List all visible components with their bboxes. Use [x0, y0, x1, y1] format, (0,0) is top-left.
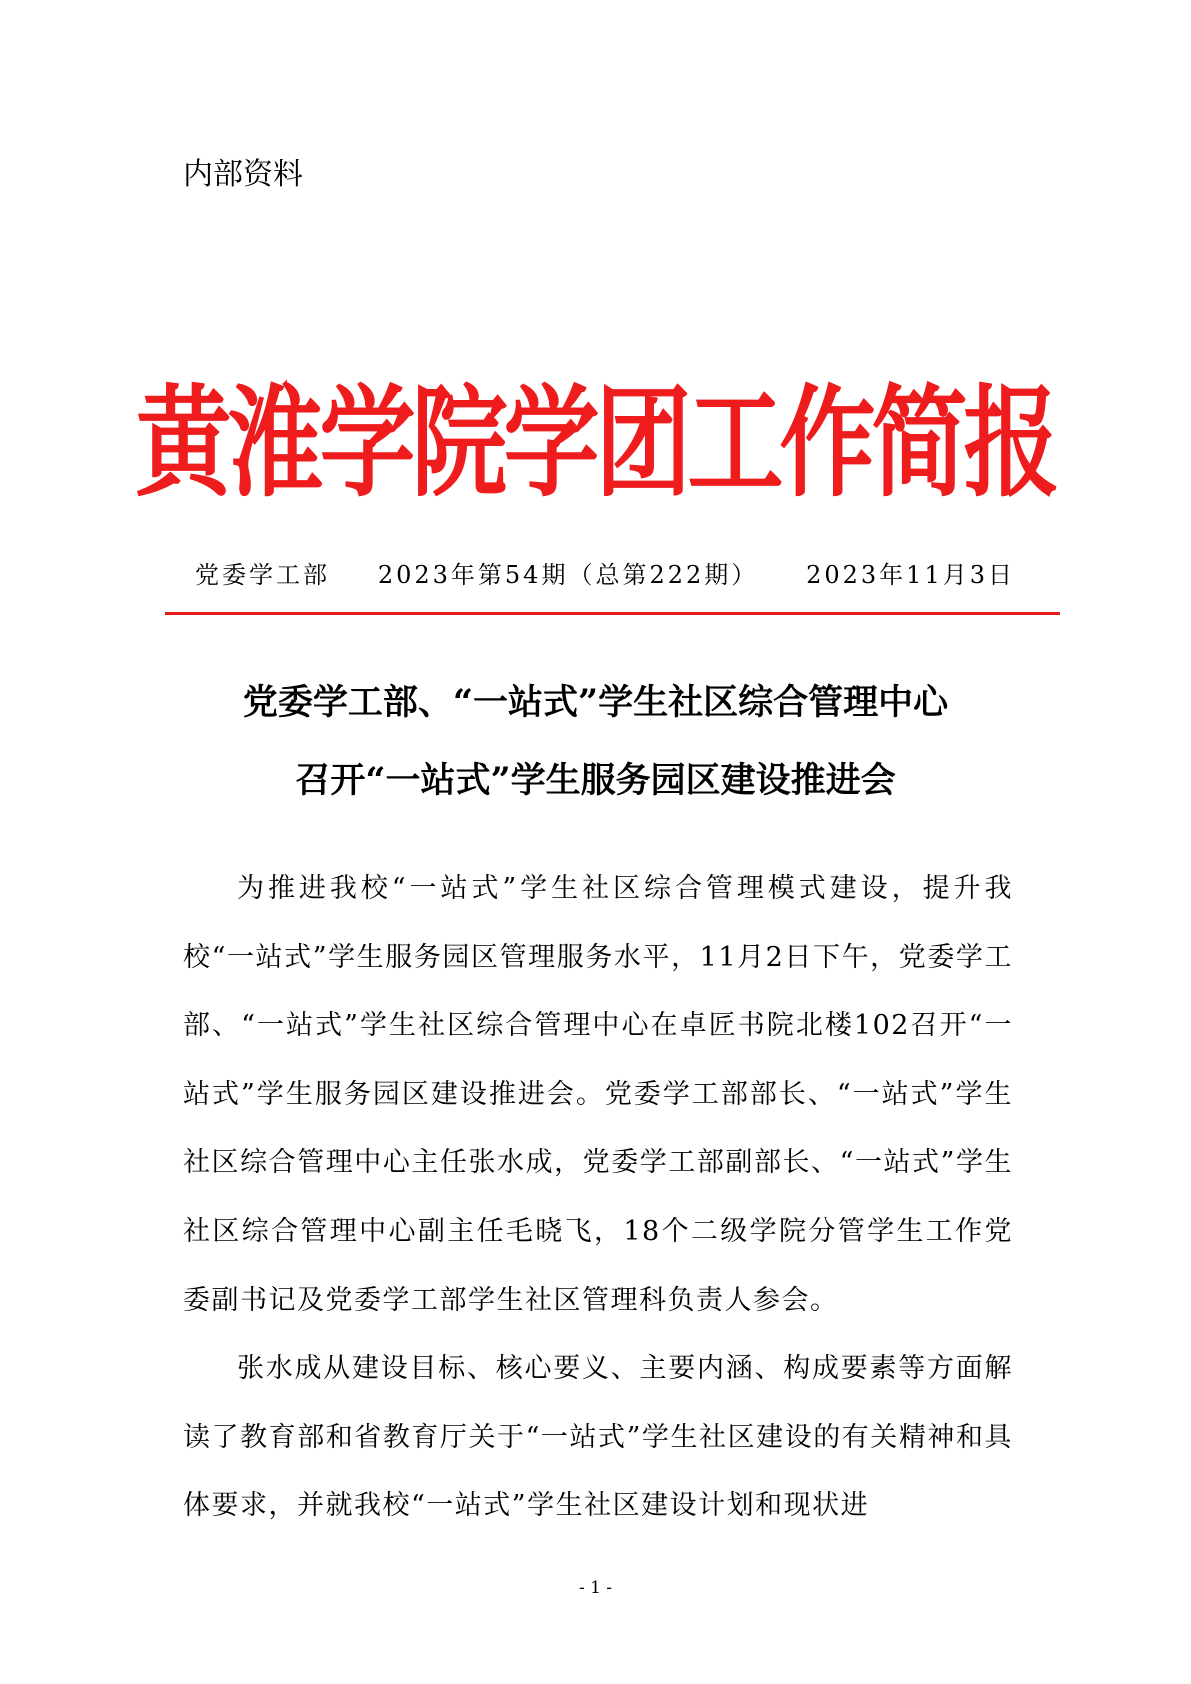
- article-title-line-2: 召开“一站式”学生服务园区建设推进会: [295, 760, 896, 801]
- body-paragraph-2: 张水成从建设目标、核心要义、主要内涵、构成要素等方面解读了教育部和省教育厅关于“一站式”学生社区建设的有关精神和具体要求，并就我校“一站式”学生社区建设计划和现状进: [183, 1353, 1013, 1522]
- classification-label: 内部资料: [183, 157, 303, 192]
- masthead-title: 黄淮学院学团工作简报: [135, 371, 1056, 513]
- red-divider-rule: [165, 612, 1060, 615]
- page-number: - 1 -: [578, 1578, 613, 1598]
- issue-date: 2023年11月3日: [806, 561, 1015, 589]
- article-title-line-1: 党委学工部、“一站式”学生社区综合管理中心: [242, 682, 949, 723]
- issue-number: 2023年第54期（总第222期）: [377, 561, 759, 589]
- issue-info-line: [195, 557, 1015, 593]
- department-name: 党委学工部: [195, 561, 330, 589]
- body-paragraph-1: 为推进我校“一站式”学生社区综合管理模式建设，提升我校“一站式”学生服务园区管理服务水平，11月2日下午，党委学工部、“一站式”学生社区综合管理中心在卓匠书院北楼102召开“一站式”学生服务园区建设推进会。党委学工部部长、“一站式”学生社区综合管理中心主任张水成，党委学工部副部长、“一站式”学生社区综合管理中心副主任毛晓飞，18个二级学院分管学生工作党委副书记及党委学工部学生社区管理科负责人参会。: [183, 873, 1013, 1316]
- article-body: [183, 855, 1013, 1541]
